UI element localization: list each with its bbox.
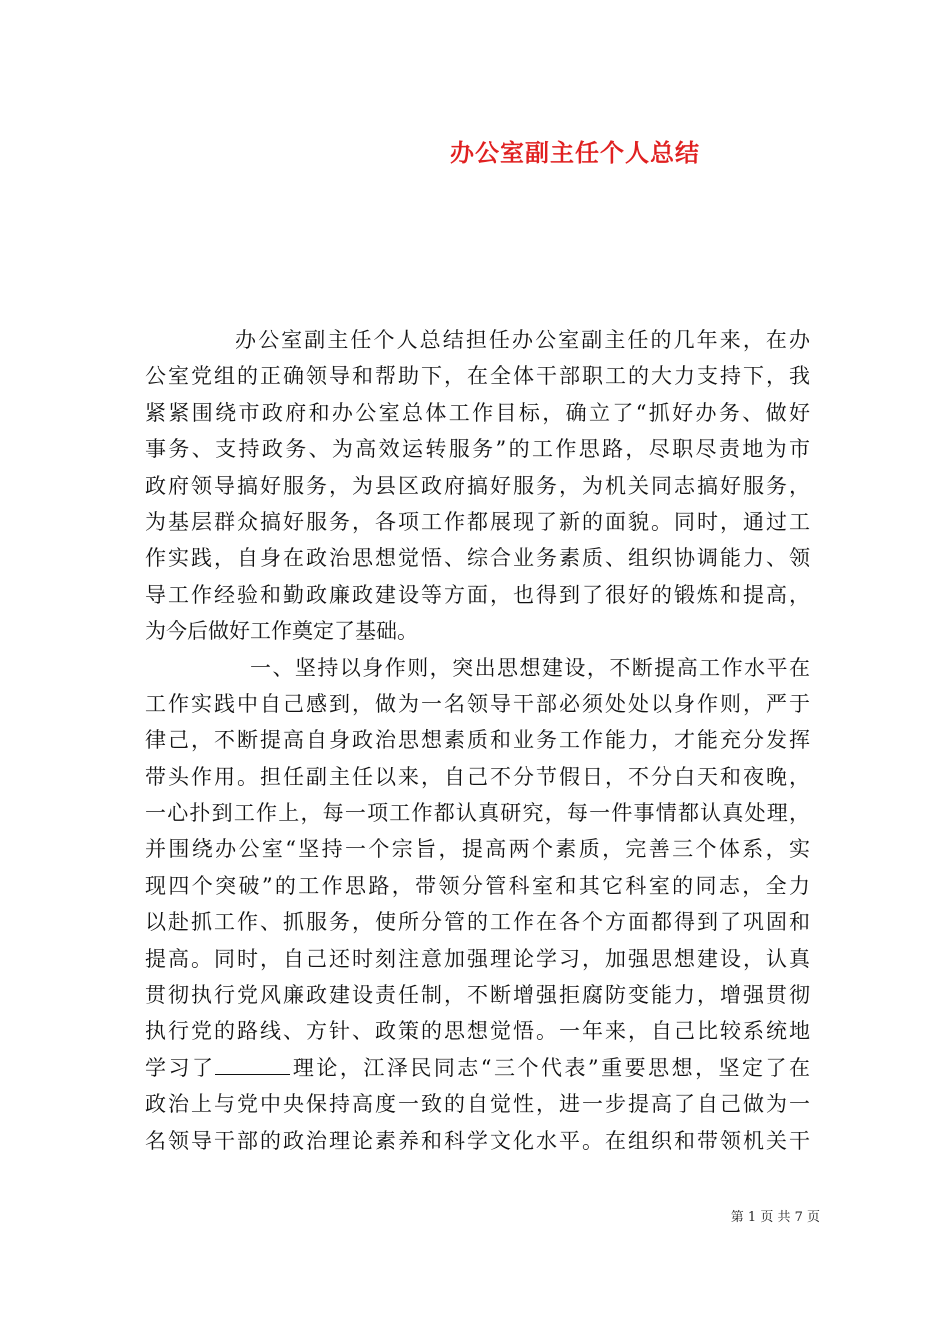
document-body <box>145 322 810 1159</box>
text-line: 以赴抓工作、抓服务，使所分管的工作在各个方面都得到了巩固和 <box>145 910 810 935</box>
fill-in-blank <box>215 1056 290 1075</box>
page-number-footer: 第 1 页 共 7 页 <box>730 1210 820 1225</box>
text-line: 办公室副主任个人总结担任办公室副主任的几年来，在办 <box>235 328 810 352</box>
text-line: 为基层群众搞好服务，各项工作都展现了新的面貌。同时，通过工 <box>145 509 810 534</box>
text-line: 导工作经验和勤政廉政建设等方面，也得到了很好的锻炼和提高， <box>145 582 810 607</box>
text-line: 带头作用。担任副主任以来，自己不分节假日，不分白天和夜晚， <box>145 764 810 789</box>
text-line: 事务、支持政务、为高效运转服务”的工作思路，尽职尽责地为市 <box>145 437 810 462</box>
text-line: 提高。同时，自己还时刻注意加强理论学习，加强思想建设，认真 <box>145 946 810 971</box>
blank-line-after: 理论，江泽民同志“三个代表”重要思想，坚定了在 <box>290 1055 810 1080</box>
text-line: 政治上与党中央保持高度一致的自觉性，进一步提高了自己做为一 <box>145 1092 810 1117</box>
section-heading-line: 一、坚持以身作则，突出思想建设，不断提高工作水平在 <box>250 655 810 680</box>
page-title: 办公室副主任个人总结 <box>450 138 700 167</box>
text-line: 名领导干部的政治理论素养和科学文化水平。在组织和带领机关干 <box>145 1128 810 1153</box>
text-line: 一心扑到工作上，每一项工作都认真研究，每一件事情都认真处理， <box>145 801 810 826</box>
text-line: 紧紧围绕市政府和办公室总体工作目标，确立了“抓好办务、做好 <box>145 400 810 425</box>
text-line: 现四个突破”的工作思路，带领分管科室和其它科室的同志，全力 <box>145 873 810 898</box>
text-line: 公室党组的正确领导和帮助下，在全体干部职工的大力支持下，我 <box>145 364 810 389</box>
text-line: 为今后做好工作奠定了基础。 <box>145 619 418 644</box>
text-line: 政府领导搞好服务，为县区政府搞好服务，为机关同志搞好服务， <box>145 473 810 498</box>
blank-line-before: 学习了 <box>145 1055 216 1080</box>
text-line: 律己，不断提高自身政治思想素质和业务工作能力，才能充分发挥 <box>145 728 810 753</box>
text-line: 并围绕办公室“坚持一个宗旨，提高两个素质，完善三个体系，实 <box>145 837 810 862</box>
text-line: 贯彻执行党风廉政建设责任制，不断增强拒腐防变能力，增强贯彻 <box>145 983 810 1008</box>
text-line: 执行党的路线、方针、政策的思想觉悟。一年来，自己比较系统地 <box>145 1019 810 1044</box>
text-line-with-blank <box>145 1050 810 1086</box>
text-line: 作实践，自身在政治思想觉悟、综合业务素质、组织协调能力、领 <box>145 546 810 571</box>
text-line: 工作实践中自己感到，做为一名领导干部必须处处以身作则，严于 <box>145 691 810 716</box>
